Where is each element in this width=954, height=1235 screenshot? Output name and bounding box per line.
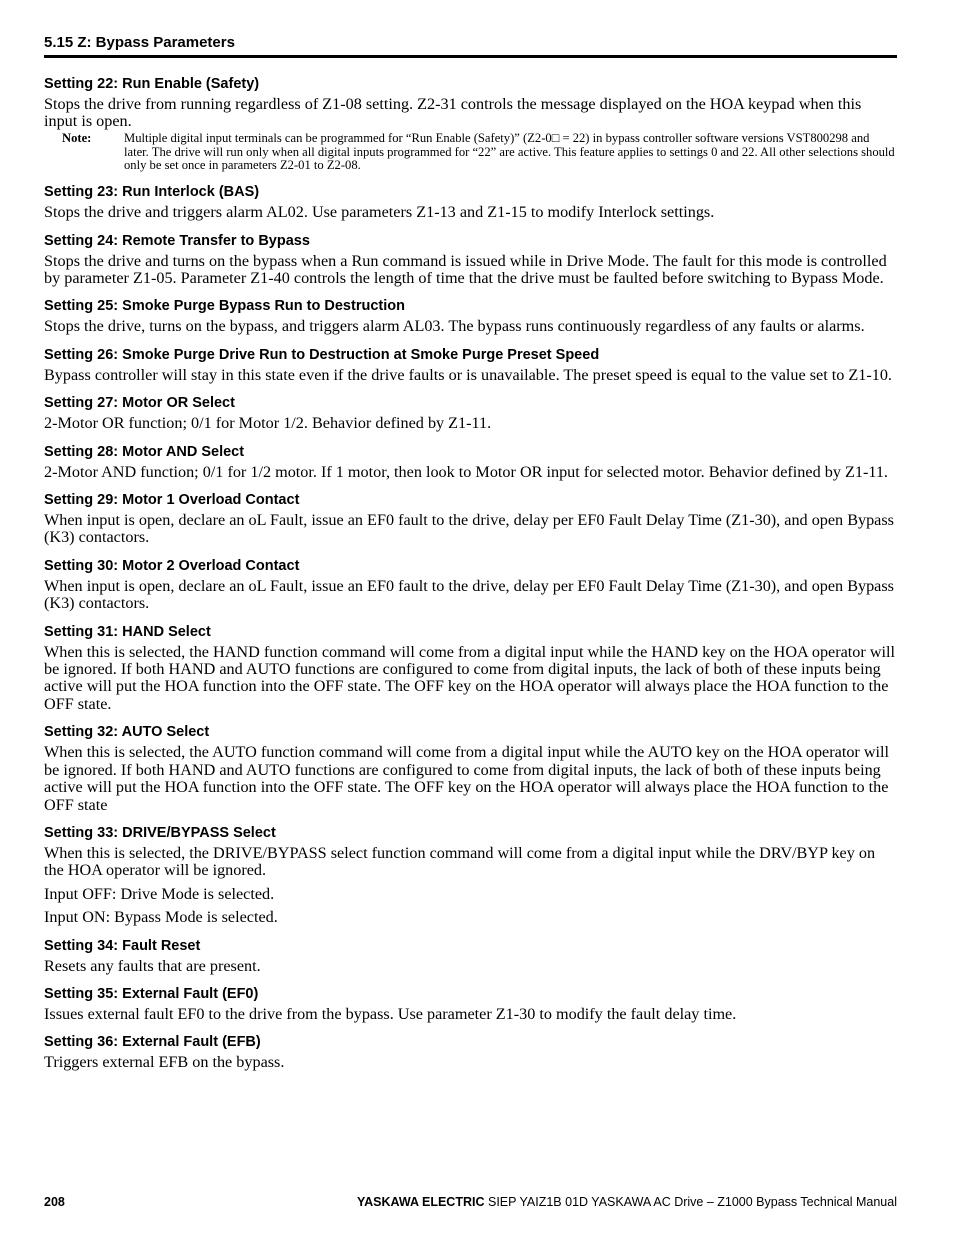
setting-description: Stops the drive, turns on the bypass, and triggers alarm AL03. The bypass runs continuously regardless of any faults or alarms. [44,317,865,336]
setting-description: When input is open, declare an oL Fault, issue an EF0 fault to the drive, delay per EF0 Fault Delay Time (Z1-30), and open Bypass (K3) contactors. [44,511,894,547]
setting-heading: Setting 28: Motor AND Select [44,443,245,460]
setting-extra-line: Input ON: Bypass Mode is selected. [44,908,278,927]
setting-heading: Setting 29: Motor 1 Overload Contact [44,492,300,509]
setting-description: When this is selected, the AUTO function command will come from a digital input while the AUTO key on the HOA operator will be ignored. If both HAND and AUTO functions are configured to come from digital inputs, the lack of both of these inputs being active will put the HOA function into the OFF state. The OFF key on the HOA operator will always place the HOA function to the OFF state [44,743,890,814]
note-text: Multiple digital input terminals can be programmed for “Run Enable (Safety)” (Z2-0□ = 22) in bypass controller software versions VST800298 and later. The drive will run only when all digital inputs programmed for “22” are active. This feature applies to settings 0 and 22. All other selections should only be set once in parameters Z2-01 to Z2-08. [124,130,895,173]
setting-heading: Setting 25: Smoke Purge Bypass Run to Destruction [44,298,405,315]
setting-description: When this is selected, the DRIVE/BYPASS select function command will come from a digital input while the DRV/BYP key on the HOA operator will be ignored. [44,843,876,880]
setting-description: When input is open, declare an oL Fault, issue an EF0 fault to the drive, delay per EF0 Fault Delay Time (Z1-30), and open Bypass (K3) contactors. [44,576,894,613]
setting-description: Issues external fault EF0 to the drive from the bypass. Use parameter Z1-30 to modify the fault delay time. [44,1004,737,1023]
page-number: 208 [44,1195,65,1209]
setting-description: Stops the drive and turns on the bypass when a Run command is issued while in Drive Mode. The fault for this mode is controlled by parameter Z1-05. Parameter Z1-40 controls the length of time that the drive must be faulted before switching to Bypass Mode. [44,251,887,288]
setting-heading: Setting 35: External Fault (EF0) [44,985,259,1002]
setting-description: 2-Motor AND function; 0/1 for 1/2 motor. If 1 motor, then look to Motor OR input for selected motor. Behavior defined by Z1-11. [44,462,888,481]
setting-description: Stops the drive from running regardless of Z1-08 setting. Z2-31 controls the message displayed on the HOA keypad when this input is open. [44,95,862,131]
setting-heading: Setting 27: Motor OR Select [44,395,235,412]
setting-heading: Setting 33: DRIVE/BYPASS Select [44,824,276,841]
footer-text [357,1194,897,1210]
note-label: Note: [62,130,92,145]
note-block [62,132,897,173]
setting-heading: Setting 22: Run Enable (Safety) [44,76,260,92]
setting-heading: Setting 32: AUTO Select [44,724,210,741]
setting-heading: Setting 34: Fault Reset [44,937,201,954]
setting-description: Stops the drive and triggers alarm AL02. Use parameters Z1-13 and Z1-15 to modify Interlock settings. [44,203,715,222]
setting-heading: Setting 31: HAND Select [44,623,211,640]
setting-heading: Setting 24: Remote Transfer to Bypass [44,232,310,249]
setting-description: Triggers external EFB on the bypass. [44,1053,285,1072]
setting-description: Resets any faults that are present. [44,956,261,975]
setting-heading: Setting 36: External Fault (EFB) [44,1034,261,1051]
setting-heading: Setting 30: Motor 2 Overload Contact [44,557,300,574]
setting-description: 2-Motor OR function; 0/1 for Motor 1/2. Behavior defined by Z1-11. [44,414,492,433]
footer-brand: YASKAWA ELECTRIC [356,1195,485,1209]
section-title: 5.15 Z: Bypass Parameters [44,34,235,51]
setting-description: Bypass controller will stay in this state even if the drive faults or is unavailable. The preset speed is equal to the value set to Z1-10. [44,365,892,384]
footer-doc-title: SIEP YAIZ1B 01D YASKAWA AC Drive – Z1000 Bypass Technical Manual [484,1195,897,1209]
setting-heading: Setting 23: Run Interlock (BAS) [44,184,260,201]
setting-heading: Setting 26: Smoke Purge Drive Run to Destruction at Smoke Purge Preset Speed [44,346,600,363]
page-footer [44,1194,897,1210]
section-header [44,33,897,58]
setting-description: When this is selected, the HAND function command will come from a digital input while the HAND key on the HOA operator will be ignored. If both HAND and AUTO functions are configured to come from digital inputs, the lack of both of these inputs being active will put the HOA function into the OFF state. The OFF key on the HOA operator will always place the HOA function to the OFF state. [44,642,896,713]
main-content [44,76,897,1083]
setting-extra-line: Input OFF: Drive Mode is selected. [44,884,275,903]
